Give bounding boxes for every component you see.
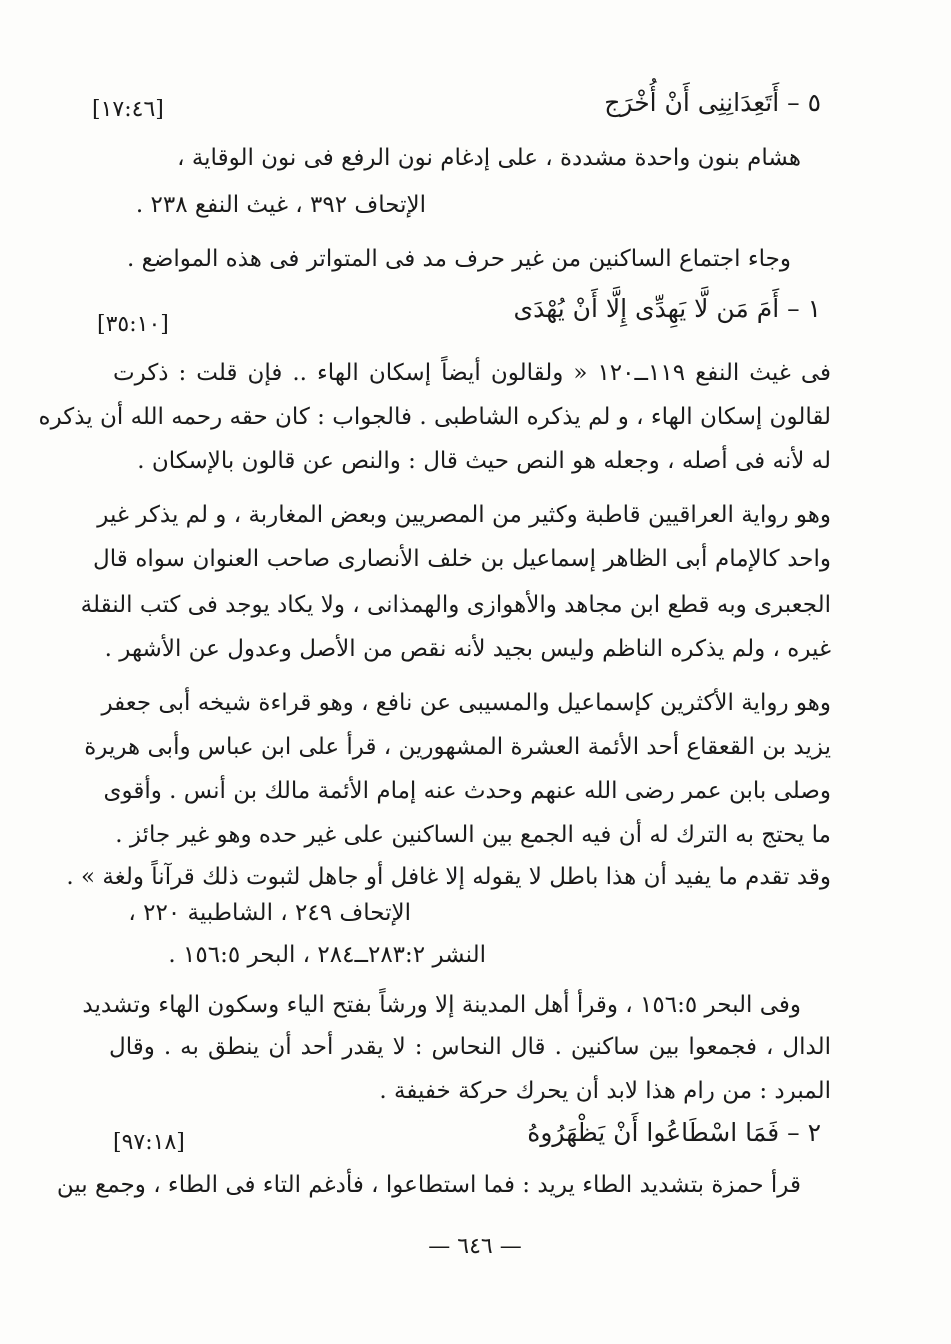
text-line: يزيد بن القعقاع أحد الأئمة العشرة المشهورين ، قرأ على ابن عباس وأبى هريرة	[84, 734, 831, 760]
verse-heading: ١ – أَمَ مَن لَّا يَهِدِّى إِلَّا أَنْ يُهْدَى	[513, 294, 821, 323]
text-line: قرأ حمزة بتشديد الطاء يريد : فما استطاعوا ، فأدغم التاء فى الطاء ، وجمع بين	[56, 1172, 801, 1198]
source-citation: الإتحاف ٣٩٢ ، غيث النفع ٢٣٨ .	[135, 192, 426, 218]
text-line: وفى البحر ١٥٦:٥ ، وقرأ أهل المدينة إلا ورشاً بفتح الياء وسكون الهاء وتشديد	[82, 992, 801, 1018]
verse-reference: [١٧:٤٦]	[92, 97, 164, 122]
text-line: وقد تقدم ما يفيد أن هذا باطل لا يقوله إلا غافل أو جاهل لثبوت ذلك قرآناً ولغة » .	[66, 864, 831, 890]
text-line: الجعبرى وبه قطع ابن مجاهد والأهوازى والهمذانى ، ولا يكاد يوجد فى كتب النقلة	[80, 592, 831, 618]
text-line: وصلى بابن عمر رضى الله عنهم وحدث عنه إمام الأئمة مالك بن أنس . وأقوى	[103, 778, 831, 804]
verse-heading: ٥ – أَتَعِدَانِنِى أَنْ أُخْرَج	[604, 88, 821, 117]
text-line: له لأنه فى أصله ، وجعله هو النص حيث قال : والنص عن قالون بالإسكان .	[137, 448, 831, 474]
text-line: وجاء اجتماع الساكنين من غير حرف مد فى المتواتر فى هذه المواضع .	[127, 246, 791, 272]
verse-reference: [٩٧:١٨]	[113, 1130, 185, 1155]
verse-reference: [٣٥:١٠]	[97, 312, 169, 337]
source-citation: الإتحاف ٢٤٩ ، الشاطبية ٢٢٠ ،	[128, 900, 411, 926]
text-line: المبرد : من رام هذا لابد أن يحرك حركة خفيفة .	[379, 1078, 831, 1104]
text-line: ما يحتج به الترك له أن فيه الجمع بين الساكنين على غير حده وهو غير جائز .	[115, 822, 831, 848]
text-line: الدال ، فجمعوا بين ساكنين . قال النحاس : لا يقدر أحد أن ينطق به . وقال	[109, 1034, 831, 1060]
source-citation: النشر ٢٨٣:٢ــ٢٨٤ ، البحر ١٥٦:٥ .	[168, 942, 486, 968]
text-line: وهو رواية العراقيين قاطبة وكثير من المصريين وبعض المغاربة ، و لم يذكر غير	[97, 502, 831, 528]
text-line: هشام بنون واحدة مشددة ، على إدغام نون الرفع فى نون الوقاية ،	[177, 145, 801, 171]
text-line: غيره ، ولم يذكره الناظم وليس بجيد لأنه نقص من الأصل وعدول عن الأشهر .	[104, 636, 831, 662]
text-line: وهو رواية الأكثرين كإسماعيل والمسيبى عن نافع ، وهو قراءة شيخه أبى جعفر	[101, 690, 831, 716]
text-line: فى غيث النفع ١١٩ــ١٢٠ « ولقالون أيضاً إسكان الهاء .. فإن قلت : ذكرت	[113, 360, 831, 386]
text-line: واحد كالإمام أبى الظاهر إسماعيل بن خلف الأنصارى صاحب العنوان سواه قال	[93, 546, 831, 572]
verse-heading: ٢ – فَمَا اسْطَاعُوا أَنْ يَظْهَرُوهُ	[527, 1118, 821, 1147]
page-number: — ٦٤٦ —	[428, 1234, 522, 1259]
text-line: لقالون إسكان الهاء ، و لم يذكره الشاطبى . فالجواب : كان حقه رحمه الله أن يذكره	[38, 404, 831, 430]
